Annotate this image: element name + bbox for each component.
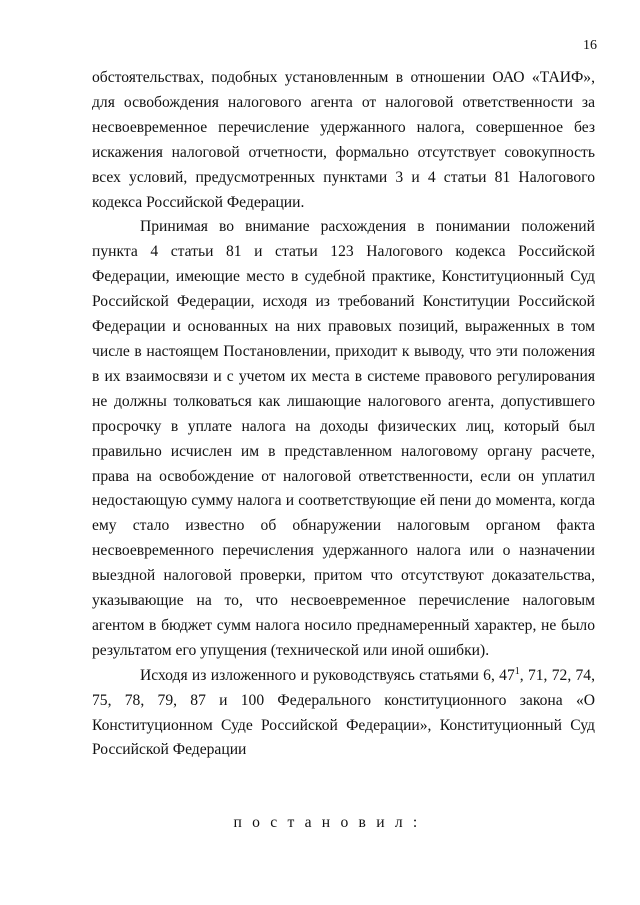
paragraph-conclusion: Принимая во внимание расхождения в понимании положений пункта 4 статьи 81 и статьи 123 Налогового кодекса Российской Федерации, имеющие место в судебной практике, Конституционный Суд Российской Федерации, исходя из требований Конституции Российской Федерации и основанных на них правовых позиций, выраженных в том числе в настоящем Постановлении, приходит к выводу, что эти положения в их взаимосвязи и с учетом их места в системе правового регулирования не должны толковаться как лишающие налогового агента, допустившего просрочку в уплате налога на доходы физических лиц, который был правильно исчислен им в представленном налоговому органу расчете, права на освобождение от налоговой ответственности, если он уплатил недостающую сумму налога и соответствующие ей пени до момента, когда ему стало известно об обнаружении налоговым органом факта несвоевременного перечисления удержанного налога или о назначении выездной налоговой проверки, притом что отсутствуют доказательства, указывающие на то, что несвоевременное перечисление налоговым агентом в бюджет сумм налога носило преднамеренный характер, не было результатом его упущения (технической или иной ошибки). [92,218,595,659]
grounds-text-start: Исходя из изложенного и руководствуясь статьями 6, 47 [140,666,515,684]
grounds-text-end: , 71, 72, 74, 75, 78, 79, 87 и 100 Федерального конституционного закона «О Конституционном Суде Российской Федерации», Конституционный Суд Российской Федерации [92,666,596,759]
body-text [92,66,595,763]
article-superscript: 1 [514,665,520,677]
decree-heading: п о с т а н о в и л : [233,814,421,831]
page-number: 16 [583,38,597,53]
paragraph-continuation: обстоятельствах, подобных установленным в отношении ОАО «ТАИФ», для освобождения налогового агента от налоговой ответственности за несвоевременное перечисление удержанного налога, совершенное без искажения налоговой отчетности, формально отсутствует совокупность всех условий, предусмотренных пунктами 3 и 4 статьи 81 Налогового кодекса Российской Федерации. [92,69,595,211]
paragraph-grounds [92,664,595,764]
